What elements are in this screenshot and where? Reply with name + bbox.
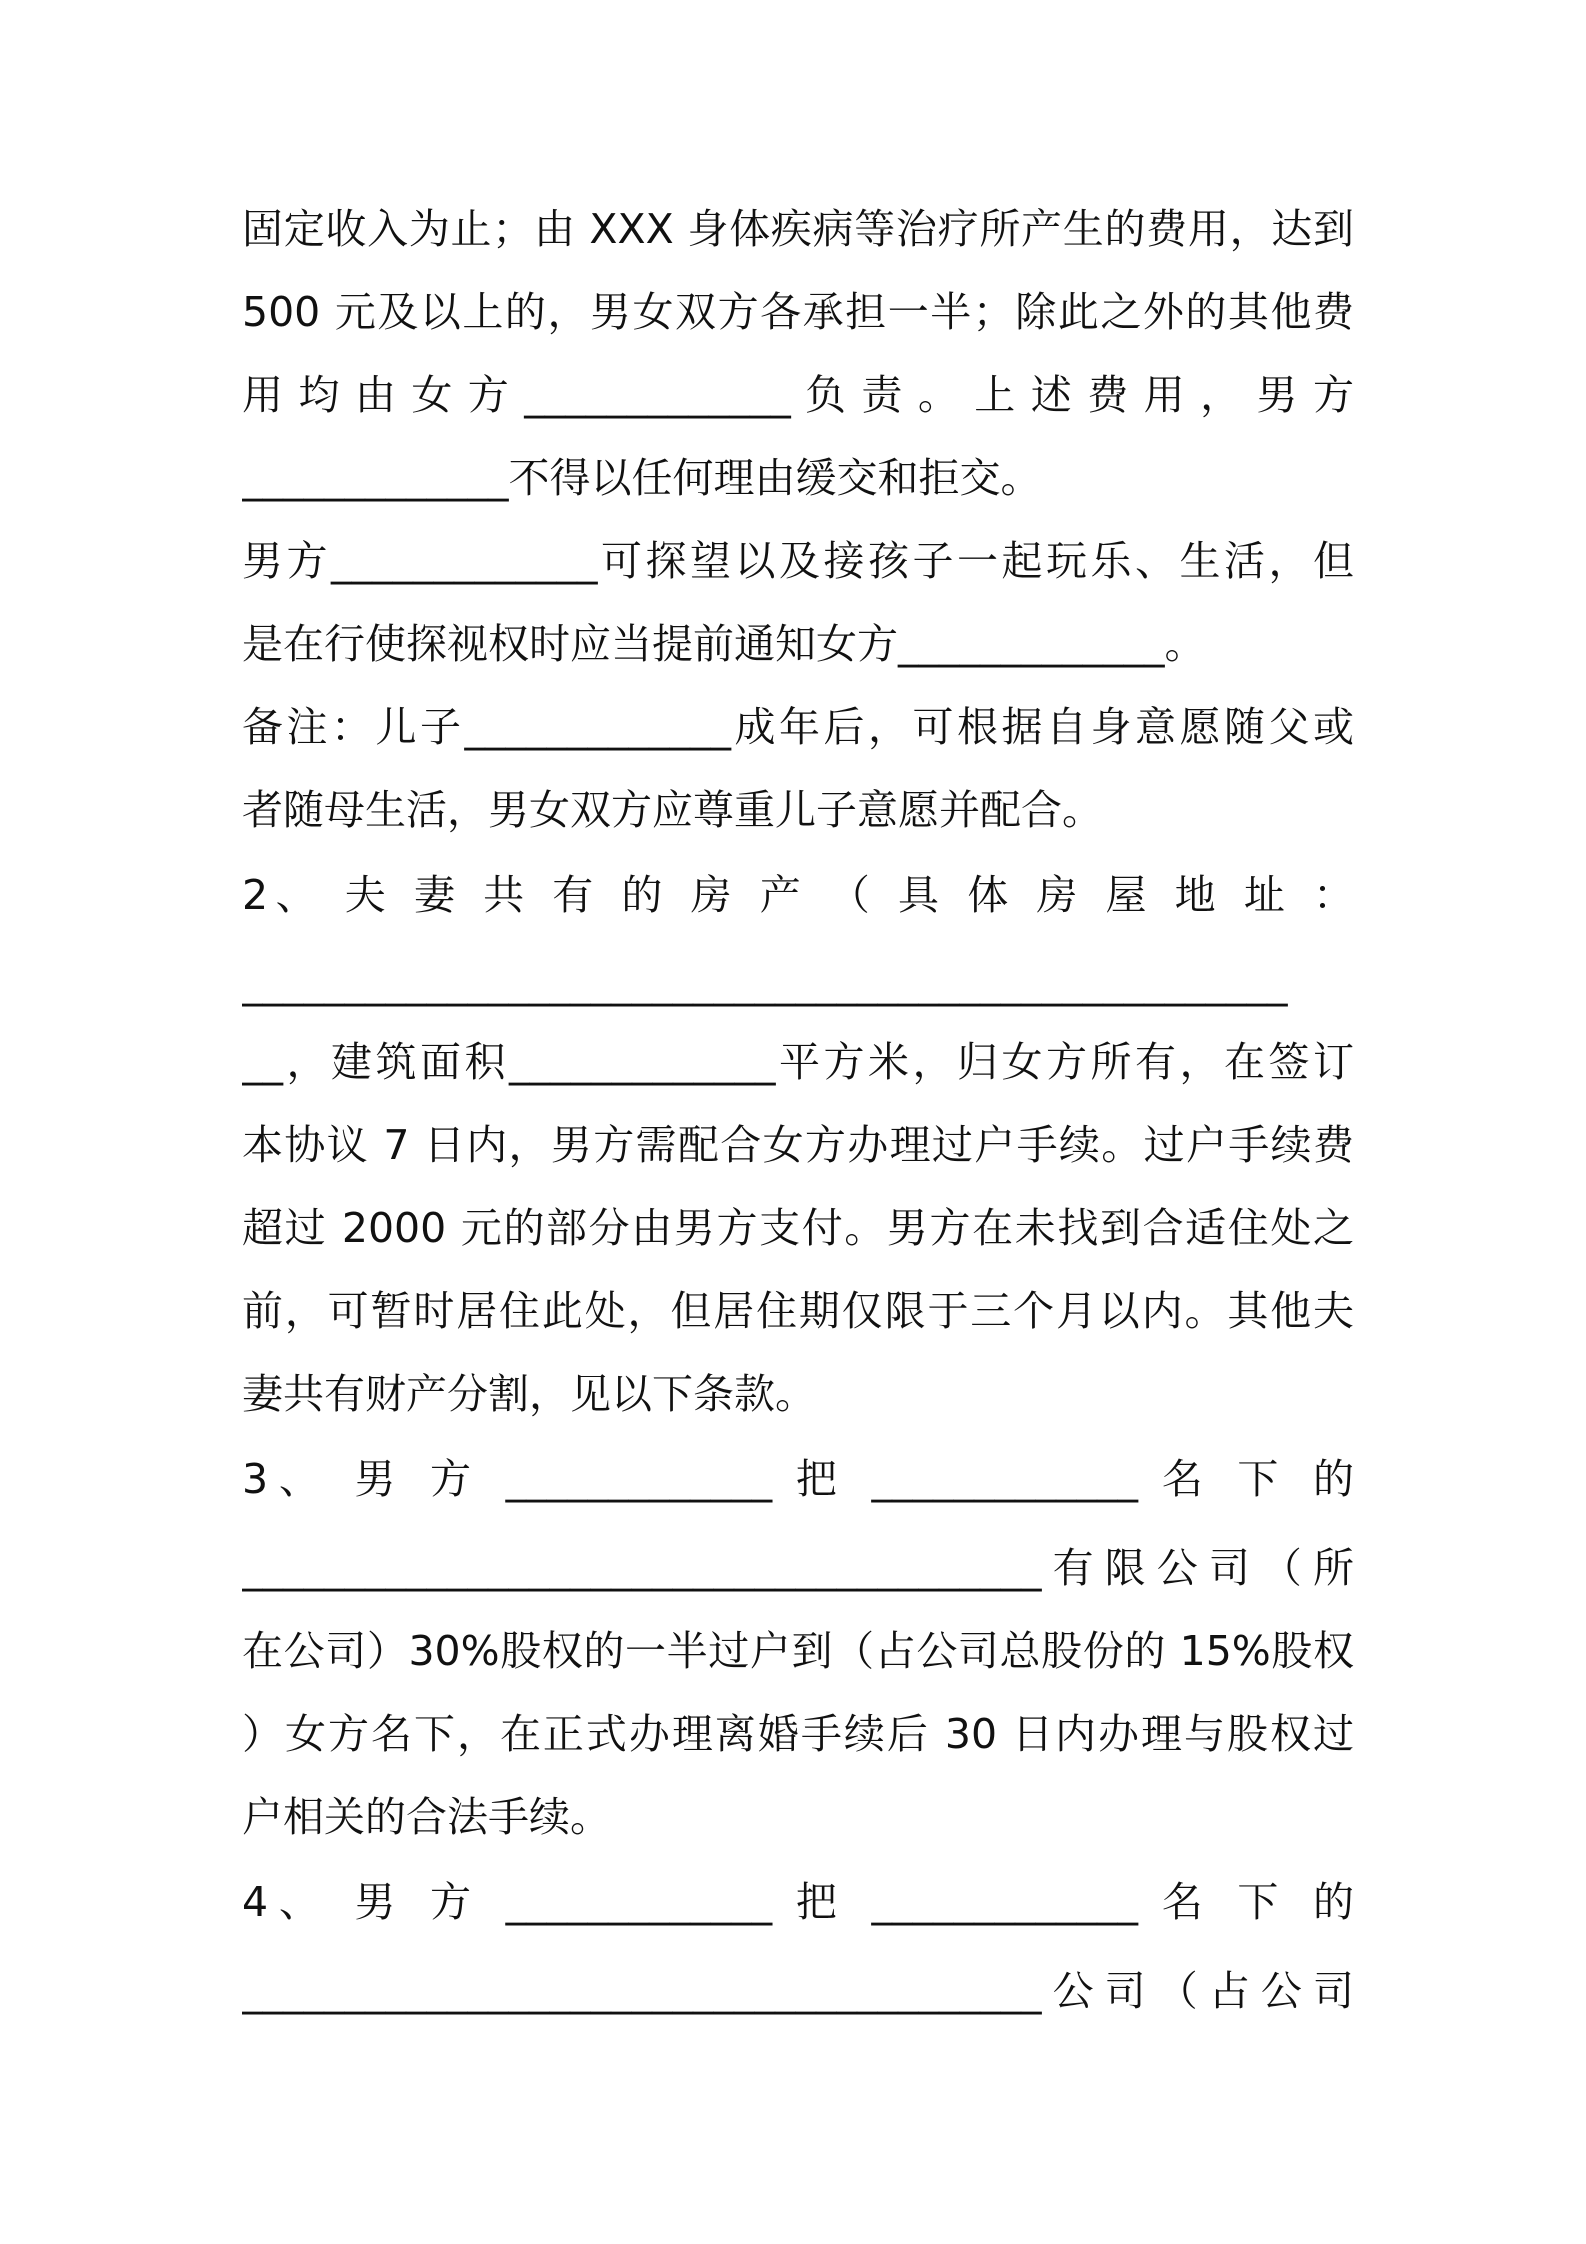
- text-line-17: _______________________________________有限公司（所: [242, 1544, 1354, 1592]
- text-line-11: __，建筑面积_____________平方米，归女方所有，在签订: [242, 1038, 1354, 1086]
- text-line-4: _____________不得以任何理由缓交和拒交。: [242, 454, 1042, 502]
- text-line-12: 本协议 7 日内，男方需配合女方办理过户手续。过户手续费: [242, 1121, 1354, 1169]
- text-line-1: 固定收入为止；由 XXX 身体疾病等治疗所产生的费用，达到: [242, 205, 1354, 253]
- text-line-5: 男方_____________可探望以及接孩子一起玩乐、生活，但: [242, 537, 1354, 585]
- text-line-6: 是在行使探视权时应当提前通知女方_____________。: [242, 620, 1206, 668]
- text-line-15: 妻共有财产分割，见以下条款。: [242, 1370, 816, 1418]
- text-line-8: 者随母生活，男女双方应尊重儿子意愿并配合。: [242, 786, 1103, 834]
- text-line-19: ）女方名下，在正式办理离婚手续后 30 日内办理与股权过: [242, 1710, 1354, 1758]
- text-line-7: 备注：儿子_____________成年后，可根据自身意愿随父或: [242, 703, 1354, 751]
- text-line-22: _______________________________________公司（占公司: [242, 1967, 1354, 2015]
- text-line-3: 用 均 由 女 方 _____________ 负 责 。 上 述 费 用 ， 男 方: [242, 371, 1354, 419]
- text-line-18: 在公司）30%股权的一半过户到（占公司总股份的 15%股权: [242, 1627, 1354, 1675]
- text-line-13: 超过 2000 元的部分由男方支付。男方在未找到合适住处之: [242, 1204, 1354, 1252]
- text-line-14: 前，可暂时居住此处，但居住期仅限于三个月以内。其他夫: [242, 1287, 1354, 1335]
- text-line-20: 户相关的合法手续。: [242, 1793, 611, 1841]
- text-line-9: 2、 夫 妻 共 有 的 房 产 （ 具 体 房 屋 地 址 ：: [242, 871, 1354, 919]
- text-line-10: ___________________________________________________: [242, 959, 1288, 1007]
- text-line-2: 500 元及以上的，男女双方各承担一半；除此之外的其他费: [242, 288, 1354, 336]
- text-line-16: 3、 男 方 _____________ 把 _____________ 名 下 的: [242, 1455, 1354, 1503]
- text-line-21: 4、 男 方 _____________ 把 _____________ 名 下 的: [242, 1878, 1354, 1926]
